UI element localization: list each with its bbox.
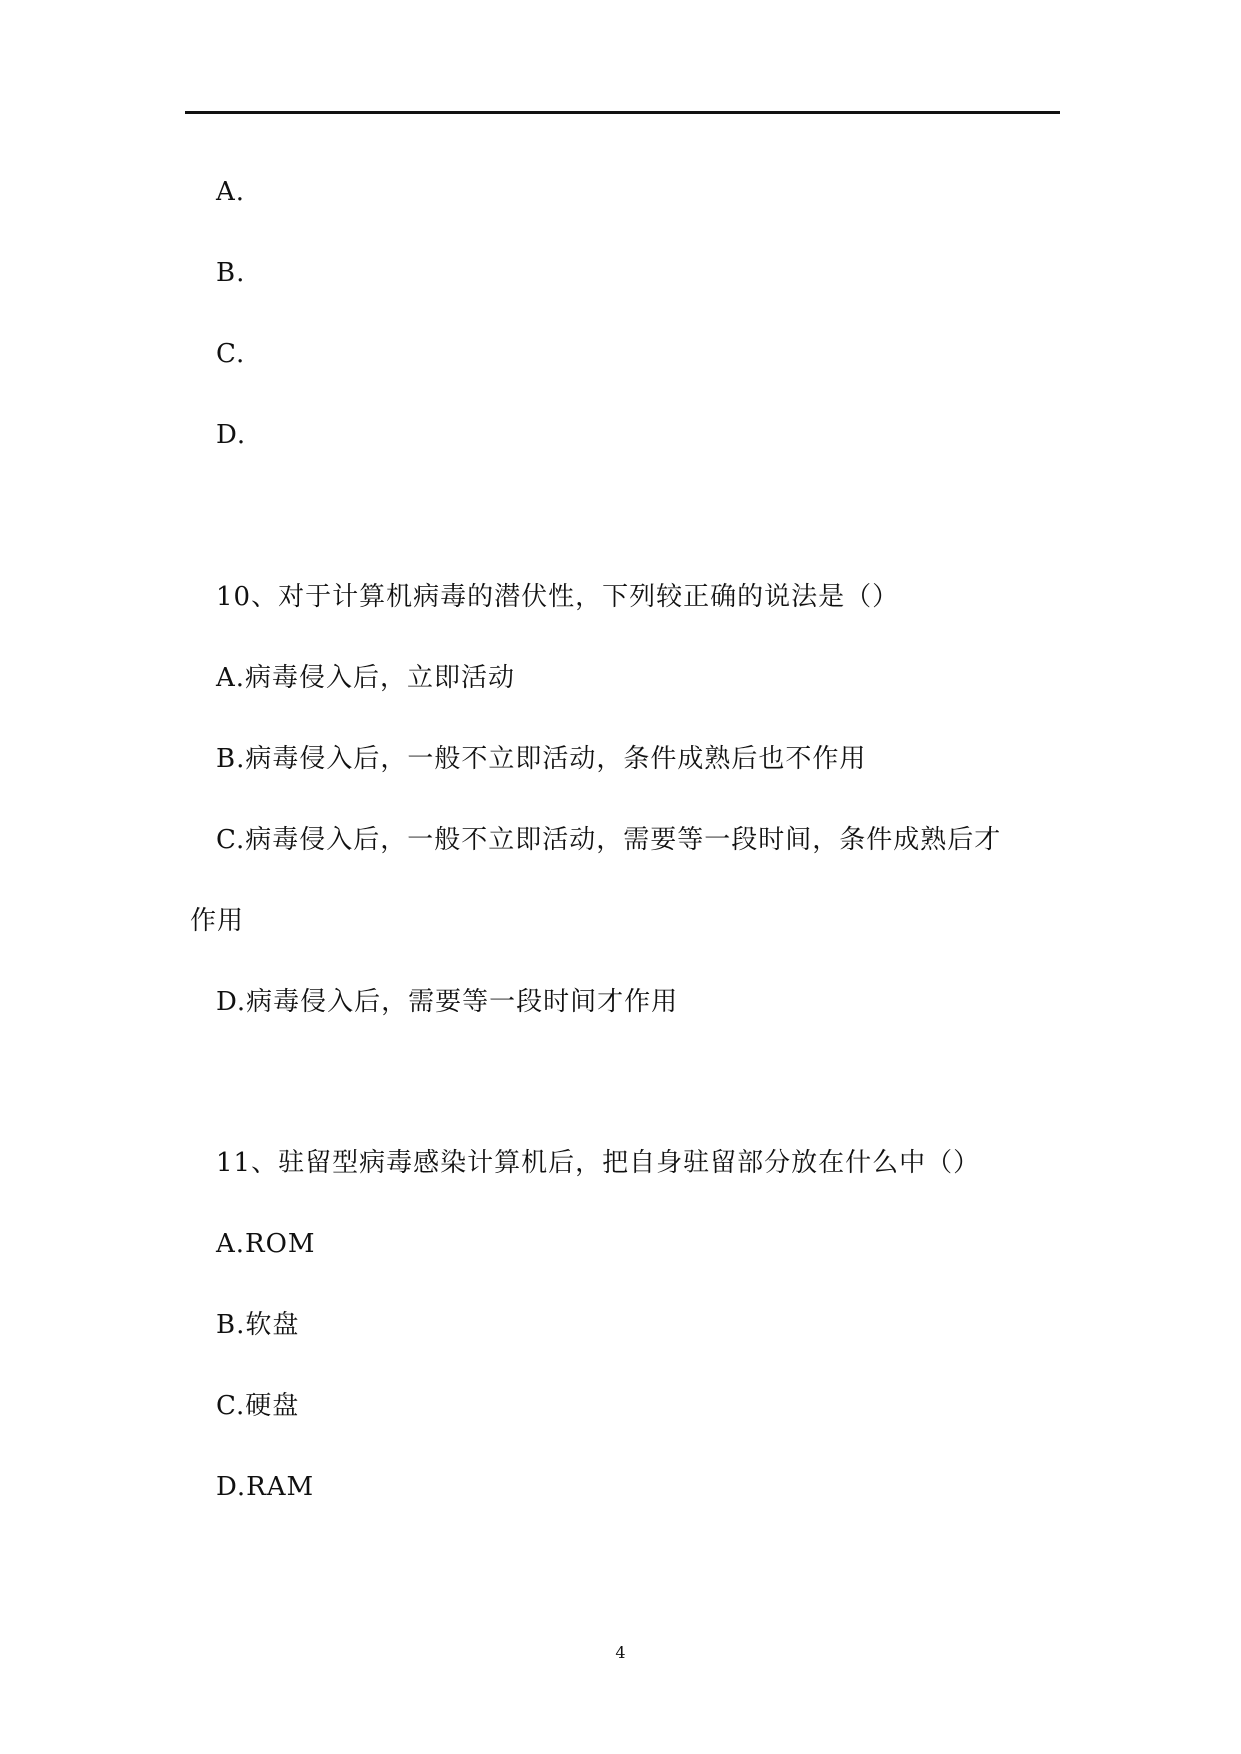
question-10-stem: 10、对于计算机病毒的潜伏性，下列较正确的说法是（） bbox=[216, 582, 900, 612]
question-10-option-a: A.病毒侵入后，立即活动 bbox=[216, 663, 516, 693]
page-number: 4 bbox=[615, 1643, 626, 1662]
question-11-option-d: D.RAM bbox=[216, 1472, 315, 1502]
question-11-option-b: B.软盘 bbox=[216, 1310, 300, 1340]
prev-option-c: C. bbox=[216, 339, 246, 369]
question-11-option-c: C.硬盘 bbox=[216, 1391, 300, 1421]
question-10-option-c-line2: 作用 bbox=[190, 906, 245, 936]
prev-option-b: B. bbox=[216, 258, 246, 288]
question-10-option-c-line1: C.病毒侵入后，一般不立即活动，需要等一段时间，条件成熟后才 bbox=[216, 825, 1002, 855]
prev-option-a: A. bbox=[216, 177, 246, 207]
prev-option-d: D. bbox=[216, 420, 247, 450]
question-10-option-b: B.病毒侵入后，一般不立即活动，条件成熟后也不作用 bbox=[216, 744, 867, 774]
header-rule bbox=[185, 111, 1060, 114]
question-11-stem: 11、驻留型病毒感染计算机后，把自身驻留部分放在什么中（） bbox=[216, 1148, 981, 1178]
question-11-option-a: A.ROM bbox=[216, 1229, 316, 1259]
question-10-option-d: D.病毒侵入后，需要等一段时间才作用 bbox=[216, 987, 679, 1017]
